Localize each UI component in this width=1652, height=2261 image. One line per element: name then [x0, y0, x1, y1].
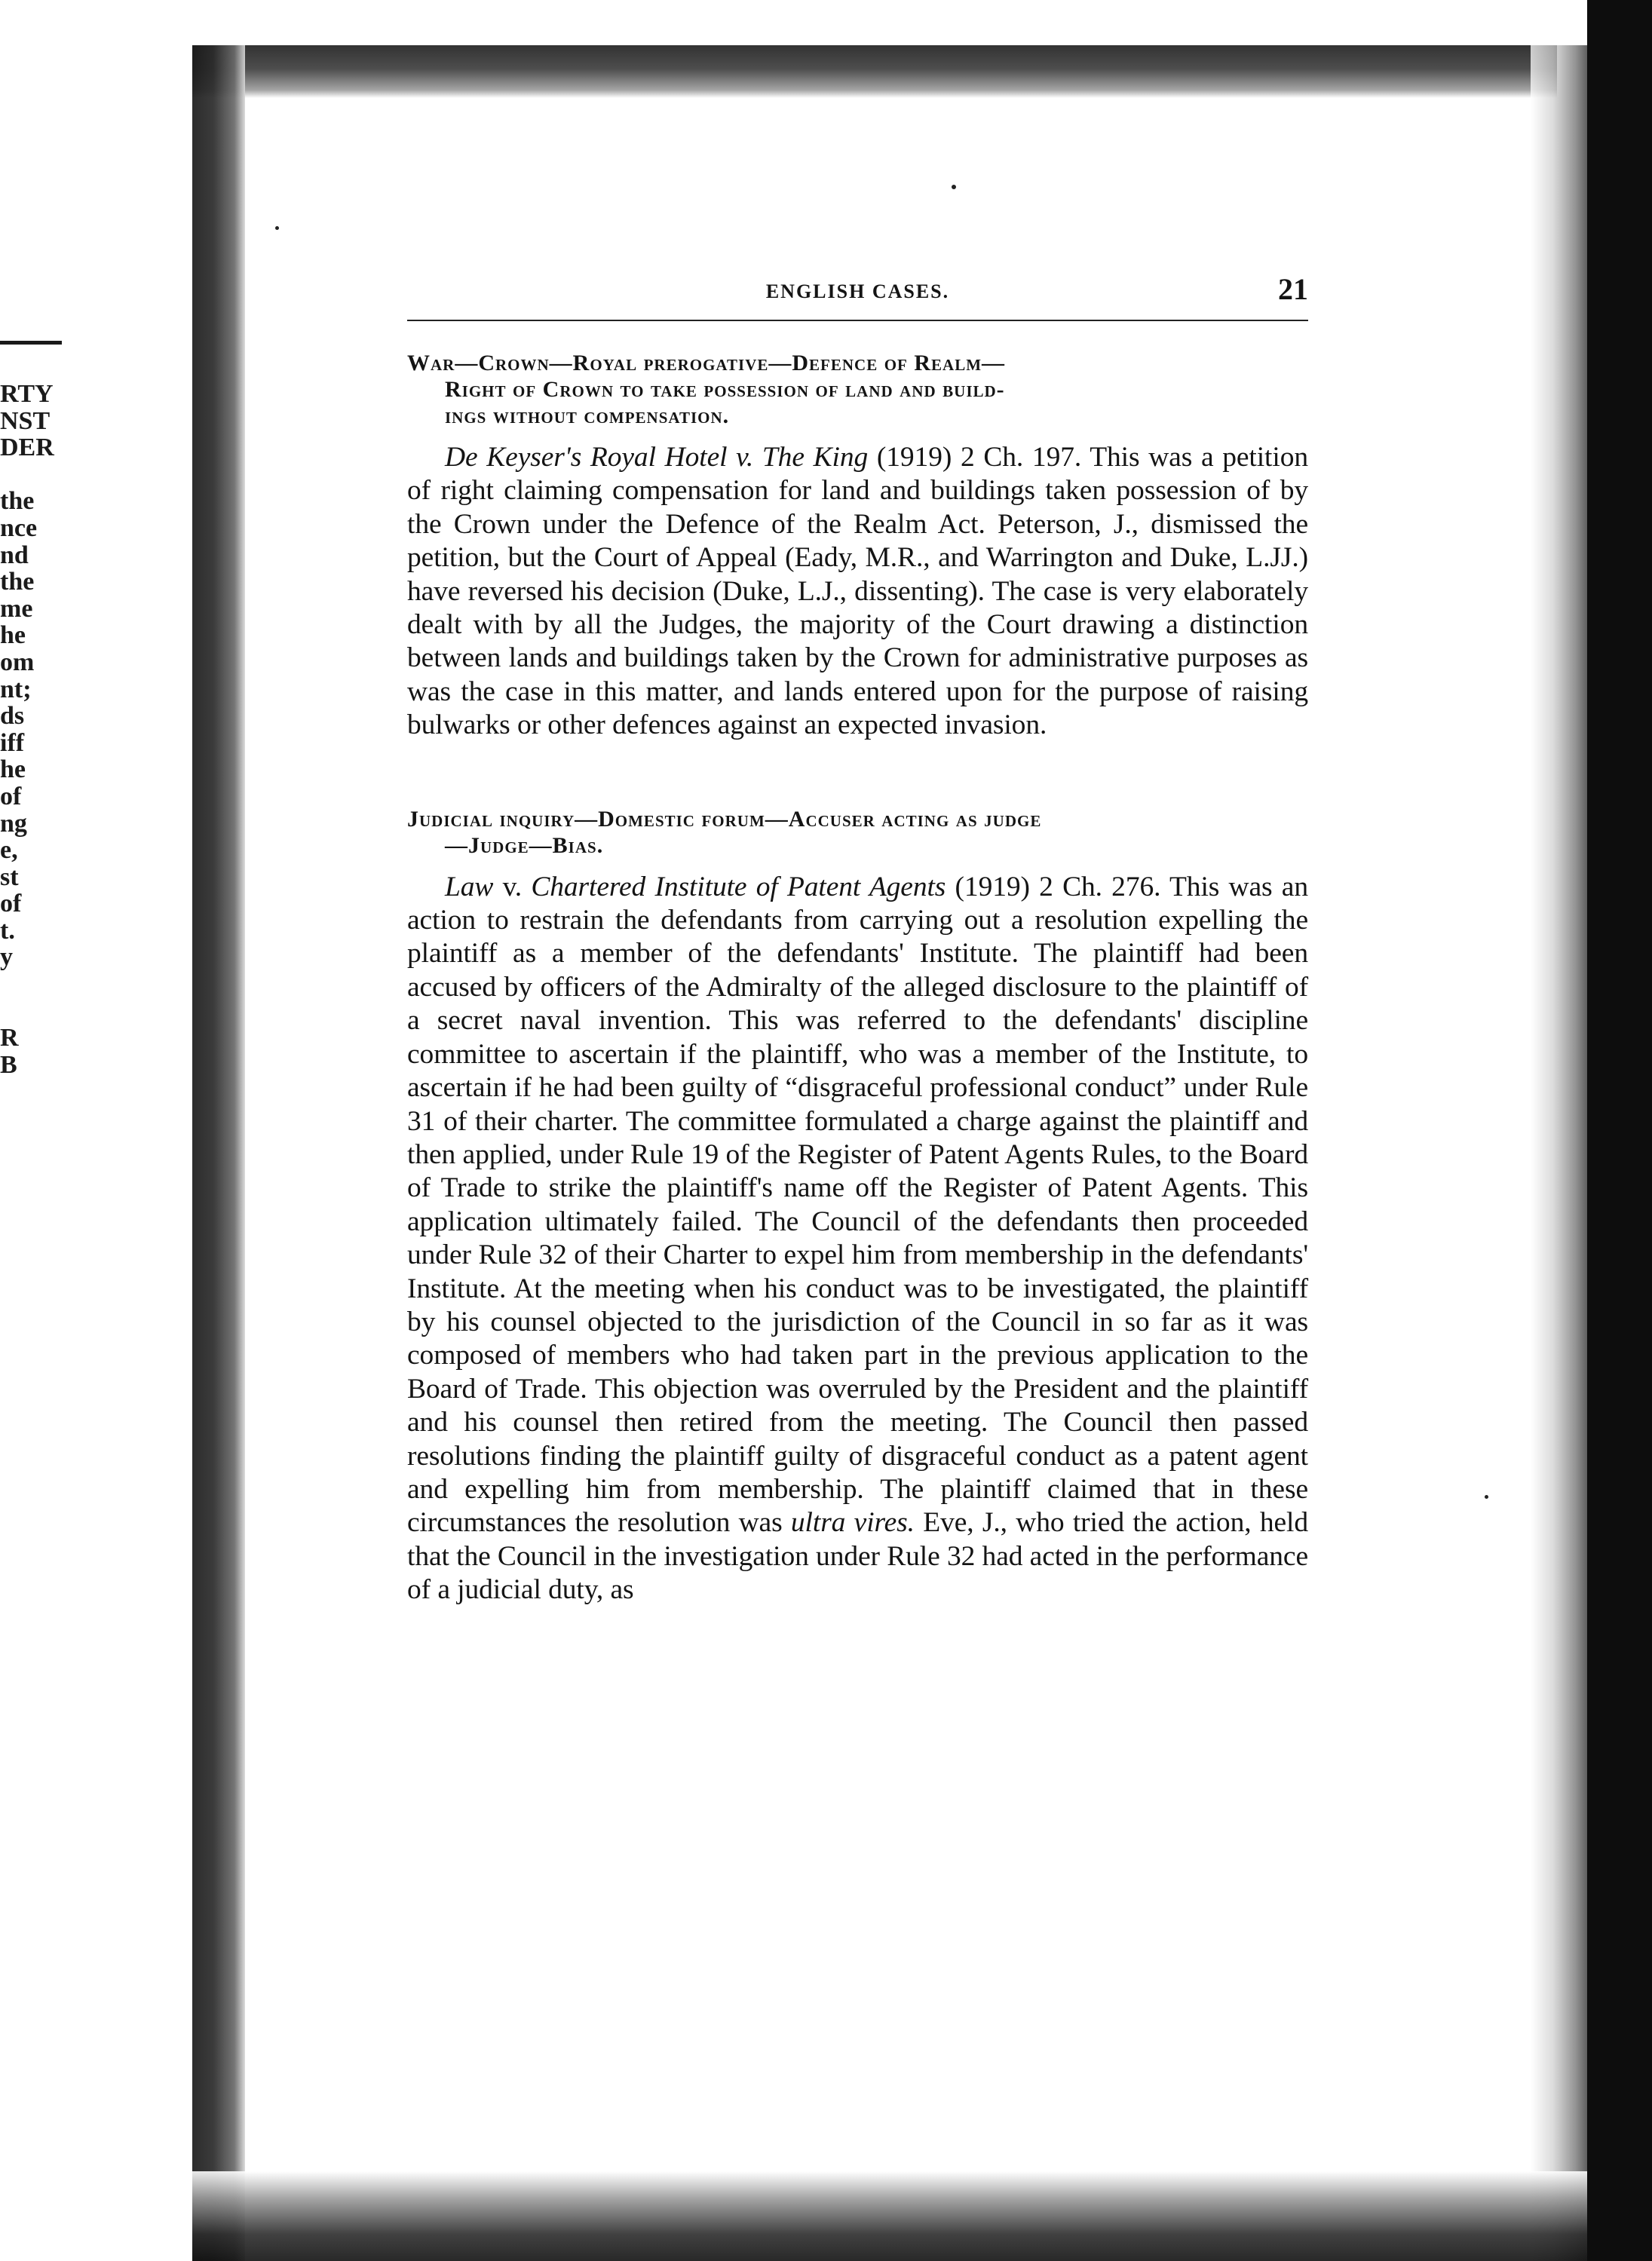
bleed-line: om	[0, 648, 35, 676]
page-number: 21	[1278, 272, 1308, 306]
bleed-line: of	[0, 890, 22, 918]
case-citation: (1919) 2 Ch. 276.	[946, 871, 1169, 902]
section-heading	[407, 350, 1308, 429]
bleed-line: DER	[0, 434, 54, 462]
scan-edge-right	[1587, 0, 1652, 2261]
case-body: This was a petition of right claiming compensation for land and buildings taken possession of by the Crown under the Defence of the Realm Act. Peterson, J., dismissed the petition, but the Court of Appeal (Eady, M.R., and Warrington and Duke, L.JJ.) have reversed his decision (Duke, L.J., dissenting). The case is very elaborately dealt with by all the Judges, the majority of the Court drawing a distinction between lands and buildings taken by the Crown for administrative purposes as was the case in this matter, and lands entered upon for the purpose of raising bulwarks or other defences against an expected invasion.	[407, 442, 1308, 741]
scan-shadow-top	[192, 45, 1557, 98]
case-citation: (1919) 2 Ch. 197.	[868, 442, 1090, 473]
bleed-line: R	[0, 1024, 19, 1052]
scan-shadow-bottom	[192, 2171, 1587, 2261]
section-heading	[407, 806, 1308, 859]
bleed-line: nce	[0, 513, 38, 542]
case-versus: v.	[493, 871, 532, 902]
bleed-line: he	[0, 621, 26, 650]
scan-shadow-left	[192, 45, 245, 2261]
bleed-line	[0, 461, 106, 489]
case-body: Eve, J., who tried the action, held that the Council in the investigation under Rule 32 had acted in the performance of a judicial duty, as	[407, 1507, 1308, 1606]
heading-line: Judicial inquiry—Domestic forum—Accuser acting as judge	[407, 806, 1042, 832]
heading-line: —Judge—Bias.	[445, 832, 604, 858]
heading-line: Right of Crown to take possession of land and build-	[445, 377, 1005, 402]
speck-mark	[952, 185, 956, 189]
bleed-line: NST	[0, 406, 51, 435]
latin-term: ultra vires.	[790, 1507, 915, 1539]
scan-shadow-right	[1531, 45, 1587, 2261]
bleed-line: e,	[0, 836, 18, 865]
bleed-line: B	[0, 1050, 17, 1079]
case-paragraph	[407, 871, 1308, 1607]
page-header	[407, 271, 1308, 321]
case-name: De Keyser's Royal Hotel v. The King	[445, 442, 869, 473]
bleed-line: the	[0, 487, 35, 516]
bleed-line: t.	[0, 916, 15, 945]
bleed-line: of	[0, 782, 22, 810]
bleed-line	[0, 998, 106, 1025]
case-name: Chartered Institute of Patent Agents	[531, 871, 946, 902]
heading-line: War—Crown—Royal prerogative—Defence of Realm—	[407, 351, 1006, 375]
book-page	[407, 271, 1308, 1607]
speck-mark	[1485, 1495, 1488, 1499]
case-paragraph	[407, 441, 1308, 743]
bleed-line	[0, 971, 106, 998]
bleed-line: iff	[0, 728, 25, 757]
case-name: Law	[445, 871, 494, 902]
bleed-line: he	[0, 755, 26, 784]
bleed-line: RTY	[0, 381, 54, 408]
bleed-line: the	[0, 568, 35, 596]
bleed-line: y	[0, 943, 13, 972]
bleed-line: ds	[0, 702, 25, 731]
bleed-line: ng	[0, 809, 27, 838]
bleed-line: st	[0, 862, 19, 891]
case-body: This was an action to restrain the defendants from carrying out a resolution expelling the plaintiff as a member of the defendants' Institute. The plaintiff had been accused by officers of the Admiralty of the alleged disclosure to the plaintiff of a secret naval invention. This was referred to the defendants' discipline committee to ascertain if the plaintiff, who was a member of the Institute, to ascertain if he had been guilty of “disgraceful professional conduct” under Rule 31 of their charter. The committee formulated a charge against the plaintiff and then applied, under Rule 19 of the Register of Patent Agents Rules, to the Board of Trade to strike the plaintiff's name off the Register of Patent Agents. This application ultimately failed. The Council of the defendants then proceeded under Rule 32 of their Charter to expel him from membership in the defendants' Institute. At the meeting when his conduct was to be investigated, the plaintiff by his counsel objected to the jurisdiction of the Council in so far as it was composed of members who had taken part in the previous application to the Board of Trade. This objection was overruled by the President and the plaintiff and his counsel then retired from the meeting. The Council then passed resolutions finding the plaintiff guilty of disgraceful conduct as a patent agent and expelling him from membership. The plaintiff claimed that in these circumstances the resolution was	[407, 871, 1308, 1539]
heading-line: ings without compensation.	[445, 403, 730, 428]
facing-page-rule	[0, 341, 62, 345]
speck-mark	[275, 226, 279, 230]
bleed-line: nt;	[0, 675, 32, 703]
bleed-line: nd	[0, 541, 29, 569]
bleed-line: me	[0, 594, 33, 623]
running-head: ENGLISH CASES.	[765, 280, 950, 302]
facing-page-bleed-text	[0, 381, 106, 1078]
